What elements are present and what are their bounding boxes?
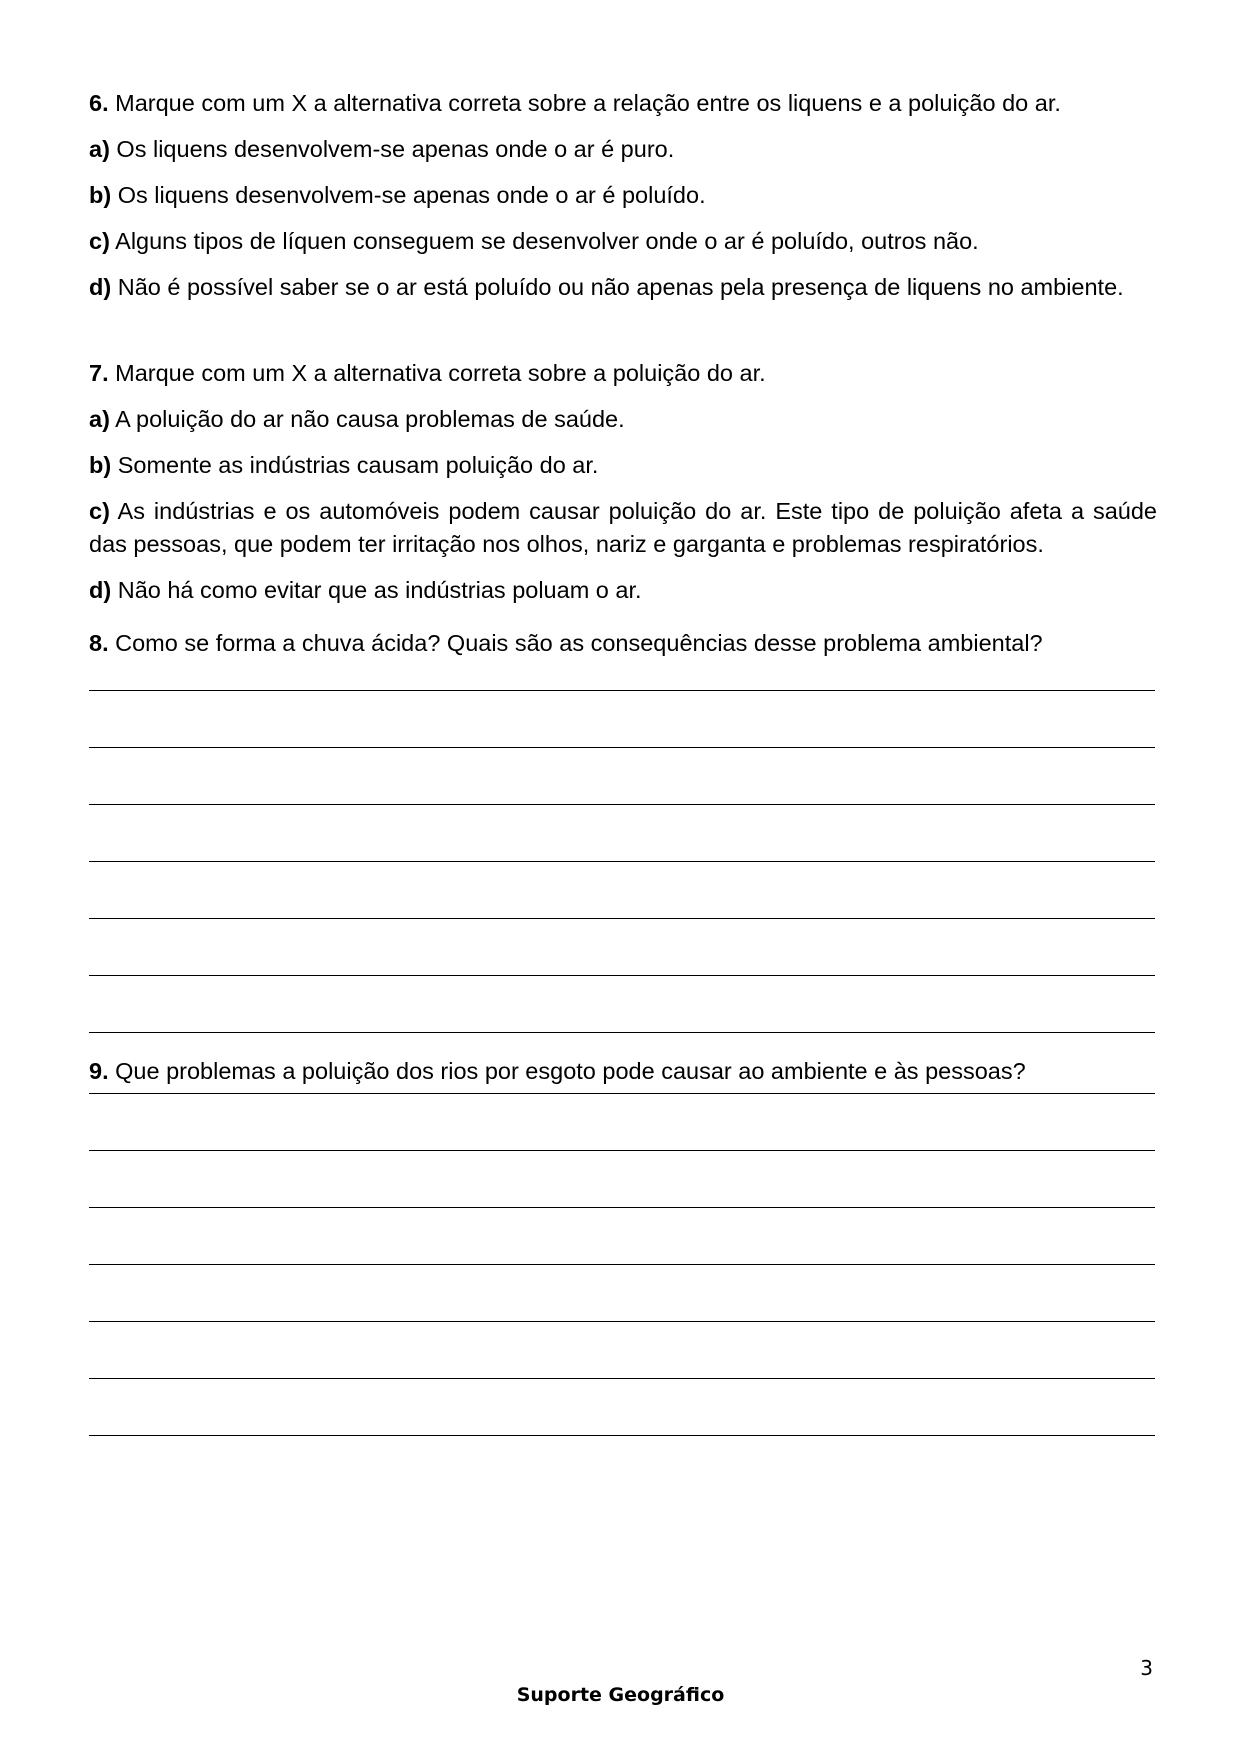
question-7-number: 7. [89,360,109,386]
option-label: b) [89,452,112,478]
option-text: Os liquens desenvolvem-se apenas onde o ar é puro. [109,136,675,162]
answer-line[interactable] [89,975,1155,976]
answer-line[interactable] [89,1093,1155,1094]
question-8-text: Como se forma a chuva ácida? Quais são as consequências desse problema ambiental? [108,630,1043,656]
answer-line[interactable] [89,1264,1155,1265]
question-6-option-b[interactable] [89,179,1157,212]
question-8-answer-area[interactable] [89,660,1157,1033]
question-6-option-a[interactable] [89,133,1157,166]
option-label: b) [89,182,112,208]
question-6-text: Marque com um X a alternativa correta sobre a relação entre os liquens e a poluição do ar. [108,90,1061,116]
question-7-prompt [89,357,1157,390]
answer-line[interactable] [89,1435,1155,1436]
question-8-number: 8. [89,630,109,656]
question-6 [89,87,1157,304]
question-7-option-d[interactable] [89,574,1157,607]
answer-line[interactable] [89,861,1155,862]
option-label: c) [89,228,110,254]
question-9-number: 9. [89,1058,109,1084]
question-7 [89,357,1157,607]
option-text: Alguns tipos de líquen conseguem se desenvolver onde o ar é poluído, outros não. [109,228,979,254]
question-9-prompt [89,1055,1157,1088]
answer-line[interactable] [89,1207,1155,1208]
option-text: Os liquens desenvolvem-se apenas onde o ar é poluído. [111,182,706,208]
answer-line[interactable] [89,1321,1155,1322]
question-7-option-b[interactable] [89,449,1157,482]
question-7-option-a[interactable] [89,403,1157,436]
option-label: a) [89,136,110,162]
answer-line[interactable] [89,690,1155,691]
answer-line[interactable] [89,1032,1155,1033]
option-label: c) [89,498,110,524]
option-text: As indústrias e os automóveis podem causar poluição do ar. Este tipo de poluição afeta a saúde das pessoas, que podem ter irritação nos olhos, nariz e garganta e problemas respiratórios. [89,498,1157,557]
page-number: 3 [1140,1656,1153,1680]
question-9-answer-area[interactable] [89,1088,1157,1436]
option-text: Não há como evitar que as indústrias poluam o ar. [111,577,642,603]
option-label: d) [89,274,112,300]
answer-line[interactable] [89,804,1155,805]
question-9-text: Que problemas a poluição dos rios por esgoto pode causar ao ambiente e às pessoas? [108,1058,1026,1084]
question-9 [89,1055,1157,1436]
answer-line[interactable] [89,1378,1155,1379]
question-6-option-c[interactable] [89,225,1157,258]
question-8-prompt [89,627,1157,660]
answer-line[interactable] [89,747,1155,748]
question-7-option-c[interactable] [89,495,1157,561]
question-6-prompt [89,87,1157,120]
worksheet-content [89,87,1157,1436]
question-8 [89,627,1157,1033]
question-6-number: 6. [89,90,109,116]
question-6-option-d[interactable] [89,271,1157,304]
option-label: a) [89,406,110,432]
option-text: Somente as indústrias causam poluição do ar. [111,452,599,478]
answer-line[interactable] [89,918,1155,919]
option-text: Não é possível saber se o ar está poluído ou não apenas pela presença de liquens no ambiente. [111,274,1124,300]
footer-brand: Suporte Geográfico [516,1684,725,1706]
option-label: d) [89,577,112,603]
question-7-text: Marque com um X a alternativa correta sobre a poluição do ar. [108,360,766,386]
answer-line[interactable] [89,1150,1155,1151]
option-text: A poluição do ar não causa problemas de saúde. [109,406,625,432]
